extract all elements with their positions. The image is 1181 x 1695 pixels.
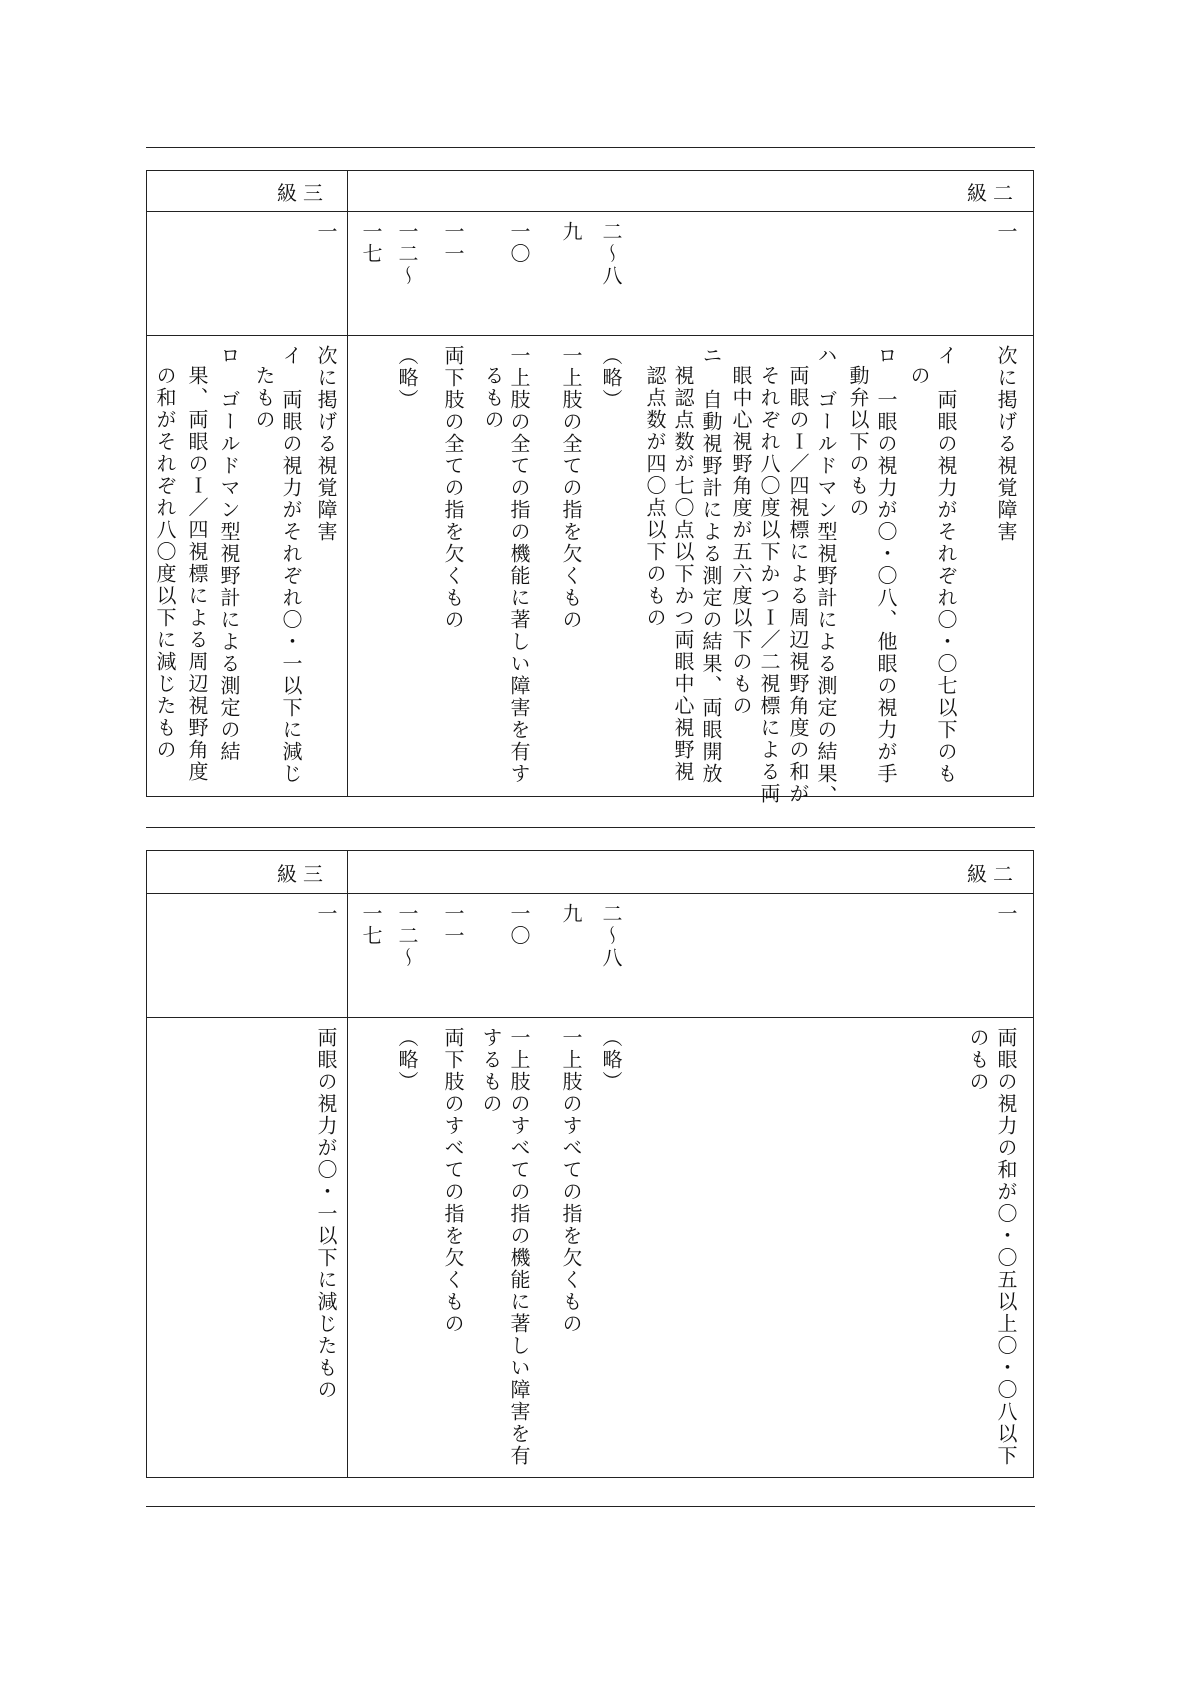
- number-cell: 一七: [359, 221, 383, 265]
- text-line: 次に掲げる視覚障害: [994, 345, 1018, 543]
- lower-table: [146, 850, 1034, 1478]
- upper-header-left: 級三: [277, 180, 329, 205]
- text-line: 一上肢の全ての指を欠くもの: [559, 345, 583, 631]
- number-cell: 一二〜: [395, 903, 419, 969]
- text-line: 認点数が四〇点以下のもの: [643, 365, 667, 629]
- lower-number-row: [147, 893, 1033, 1018]
- upper-number-row: [147, 211, 1033, 336]
- number-cell: 二〜八: [599, 903, 623, 969]
- text-line: 両眼の視力が〇・一以下に減じたもの: [314, 1027, 338, 1401]
- text-line: 動弁以下のもの: [846, 365, 870, 519]
- number-cell: 九: [559, 903, 583, 925]
- text-line: 両眼の視力の和が〇・〇五以上〇・〇八以下: [994, 1027, 1018, 1467]
- lower-header-left: 級三: [277, 861, 329, 886]
- text-line: 視認点数が七〇点以下かつ両眼中心視野視: [671, 365, 695, 783]
- number-cell: 一: [994, 903, 1018, 925]
- text-line: イ 両眼の視力がそれぞれ〇・一以下に減じ: [279, 345, 303, 785]
- number-cell: 一〇: [507, 903, 531, 947]
- number-cell: 九: [559, 221, 583, 243]
- number-cell: 一: [994, 221, 1018, 243]
- lower-header-right: 級二: [967, 861, 1019, 886]
- text-line: のもの: [966, 1027, 990, 1093]
- rule-top: [146, 147, 1035, 148]
- text-line: （略）: [395, 1027, 419, 1093]
- upper-table: [146, 170, 1034, 807]
- upper-header-row: [147, 171, 1033, 212]
- text-line: 一上肢の全ての指の機能に著しい障害を有す: [507, 345, 531, 785]
- number-cell: 一〇: [507, 221, 531, 265]
- text-line: 両眼のＩ／四視標による周辺視野角度の和が: [786, 365, 810, 805]
- text-line: たもの: [252, 365, 276, 431]
- number-cell: 一二〜: [395, 221, 419, 287]
- number-cell: 一: [314, 221, 338, 243]
- text-line: （略）: [395, 345, 419, 411]
- rule-bottom: [146, 1506, 1035, 1507]
- lower-header-row: [147, 851, 1033, 894]
- text-line: の和がそれぞれ八〇度以下に減じたもの: [153, 365, 177, 761]
- number-cell: 二〜八: [599, 221, 623, 287]
- text-line: それぞれ八〇度以下かつＩ／二視標による両: [757, 365, 781, 805]
- text-line: 次に掲げる視覚障害: [314, 345, 338, 543]
- text-line: 果、両眼のＩ／四視標による周辺視野角度: [185, 365, 209, 783]
- text-line: 一上肢のすべての指の機能に著しい障害を有: [507, 1027, 531, 1467]
- text-line: 両下肢の全ての指を欠くもの: [441, 345, 465, 631]
- number-cell: 一七: [359, 903, 383, 947]
- text-line: るもの: [481, 365, 505, 431]
- text-line: ロ ゴールドマン型視野計による測定の結: [217, 345, 241, 763]
- upper-header-right: 級二: [967, 180, 1019, 205]
- number-cell: 一一: [441, 903, 465, 947]
- text-line: イ 両眼の視力がそれぞれ〇・〇七以下のも: [934, 345, 958, 785]
- text-line: 一上肢のすべての指を欠くもの: [559, 1027, 583, 1335]
- text-line: 両下肢のすべての指を欠くもの: [441, 1027, 465, 1335]
- text-line: ニ 自動視野計による測定の結果、両眼開放: [699, 345, 723, 785]
- lower-content-row: [147, 1017, 1033, 1475]
- number-cell: 一一: [441, 221, 465, 265]
- text-line: （略）: [599, 345, 623, 411]
- upper-content-row: [147, 335, 1033, 807]
- text-line: ロ 一眼の視力が〇・〇八、他眼の視力が手: [874, 345, 898, 785]
- text-line: の: [907, 365, 931, 387]
- text-line: するもの: [479, 1027, 503, 1115]
- number-cell: 一: [314, 903, 338, 925]
- text-line: （略）: [599, 1027, 623, 1093]
- text-line: ハ ゴールドマン型視野計による測定の結果、: [814, 345, 838, 807]
- rule-middle: [146, 827, 1035, 828]
- text-line: 眼中心視野角度が五六度以下のもの: [729, 365, 753, 717]
